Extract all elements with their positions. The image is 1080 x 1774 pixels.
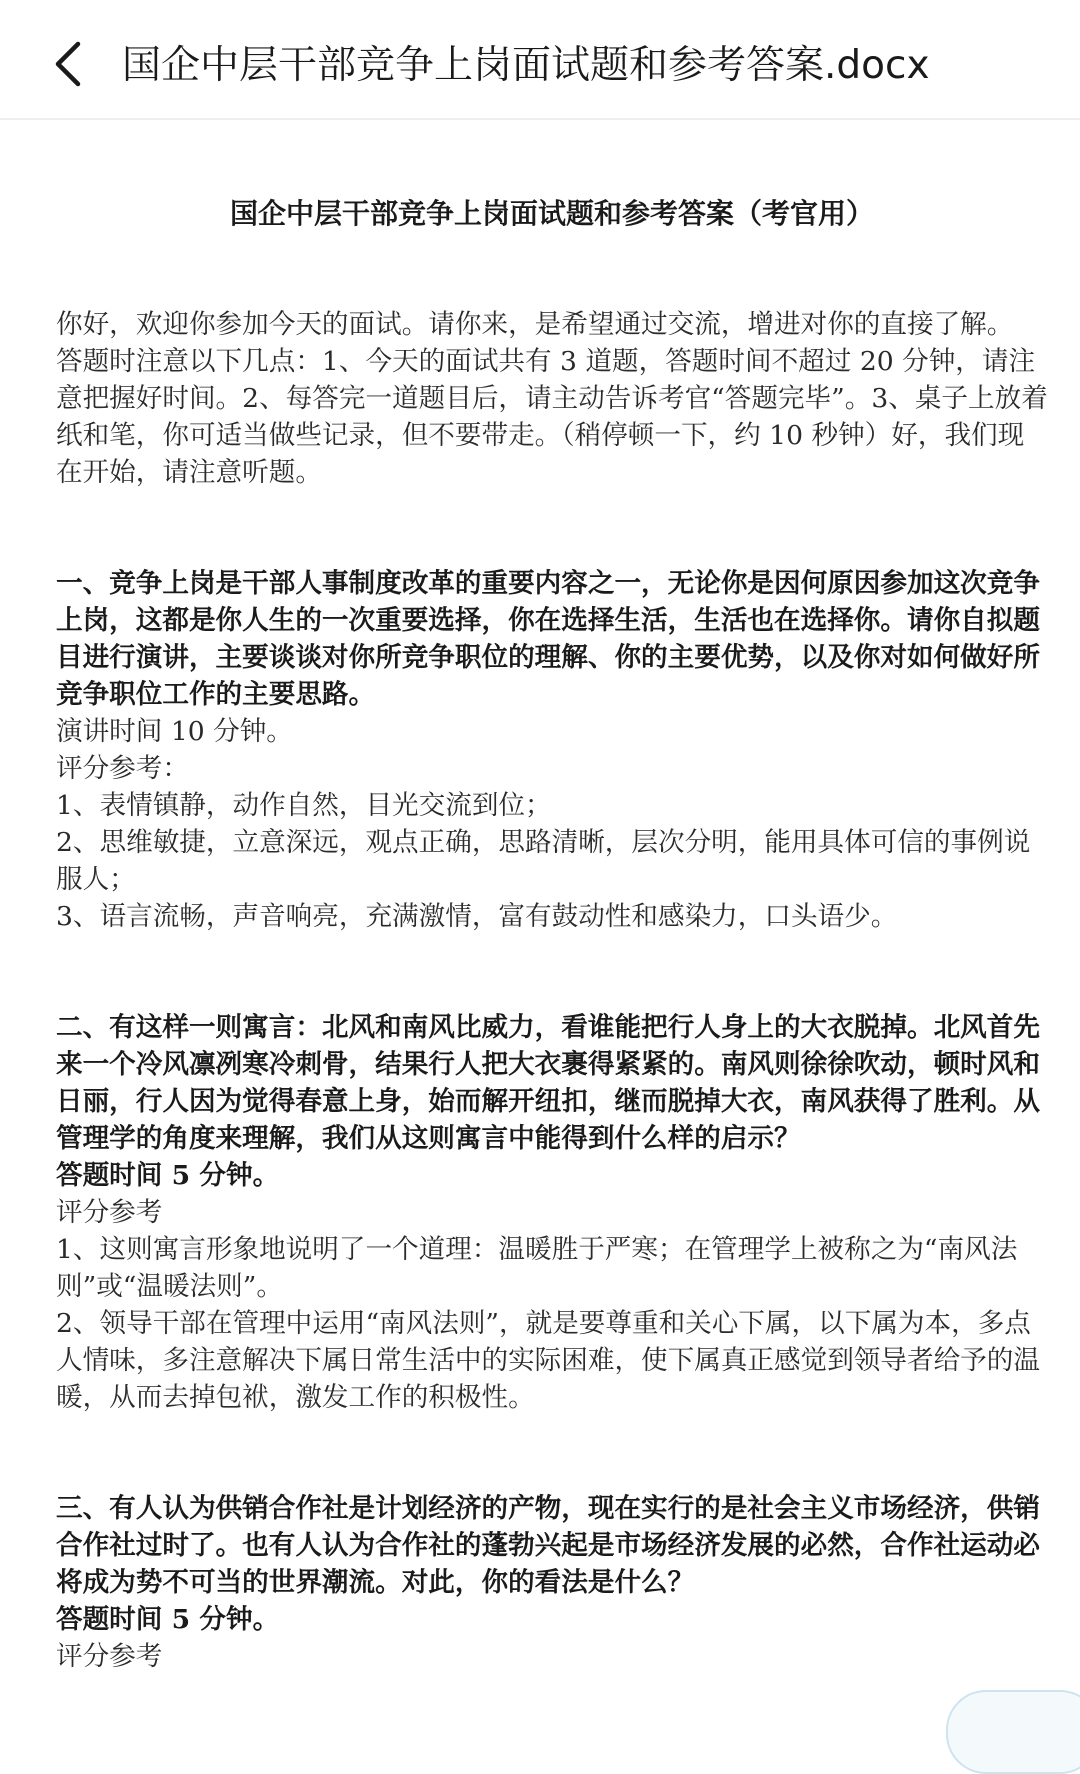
document-title: 国企中层干部竞争上岗面试题和参考答案（考官用） — [229, 197, 874, 230]
question-2-scoring-label: 评分参考 — [56, 1197, 163, 1228]
intro-paragraph: 你好，欢迎你参加今天的面试。请你来，是希望通过交流，增进对你的直接了解。 — [56, 309, 1014, 340]
scoring-point: 2、领导干部在管理中运用“南风法则”，就是要尊重和关心下属，以下属为本，多点人情味，多注意解决下属日常生活中的实际困难，使下属真正感觉到领导者给予的温暖，从而去掉包袱，激发工作的积极性。 — [56, 1308, 1040, 1413]
chevron-left-icon — [44, 36, 100, 92]
question-3-scoring-label: 评分参考 — [56, 1641, 163, 1672]
scoring-point: 1、表情镇静，动作自然，目光交流到位； — [56, 790, 552, 821]
question-1-time: 演讲时间 10 分钟。 — [56, 716, 293, 747]
question-3-time: 答题时间 5 分钟。 — [56, 1604, 280, 1635]
scoring-point: 2、思维敏捷，立意深远，观点正确，思路清晰，层次分明，能用具体可信的事例说服人； — [56, 827, 1031, 895]
question-3: 三、有人认为供销合作社是计划经济的产物，现在实行的是社会主义市场经济，供销合作社过时了。也有人认为合作社的蓬勃兴起是市场经济发展的必然，合作社运动必将成为势不可当的世界潮流。对此，你的看法是什么？ — [56, 1493, 1040, 1598]
top-app-bar — [0, 0, 1080, 120]
document-filename: 国企中层干部竞争上岗面试题和参考答案.docx — [122, 43, 930, 88]
question-2: 二、有这样一则寓言：北风和南风比威力，看谁能把行人身上的大衣脱掉。北风首先来一个冷风凛冽寒冷刺骨，结果行人把大衣裹得紧紧的。南风则徐徐吹动，顿时风和日丽，行人因为觉得春意上身，始而解开纽扣，继而脱掉大衣，南风获得了胜利。从管理学的角度来理解，我们从这则寓言中能得到什么样的启示？ — [56, 1012, 1040, 1154]
floating-scroll-handle[interactable] — [946, 1690, 1080, 1774]
question-1: 一、竞争上岗是干部人事制度改革的重要内容之一，无论你是因何原因参加这次竞争上岗，这都是你人生的一次重要选择，你在选择生活，生活也在选择你。请你自拟题目进行演讲，主要谈谈对你所竞争职位的理解、你的主要优势，以及你对如何做好所竞争职位工作的主要思路。 — [56, 568, 1040, 710]
document-body — [56, 120, 1048, 1675]
back-button[interactable] — [44, 36, 100, 92]
question-2-time: 答题时间 5 分钟。 — [56, 1160, 280, 1191]
question-1-scoring-label: 评分参考： — [56, 753, 189, 784]
intro-instructions: 答题时注意以下几点：1、今天的面试共有 3 道题，答题时间不超过 20 分钟，请注意把握好时间。2、每答完一道题目后，请主动告诉考官“答题完毕”。3、桌子上放着纸和笔，你可适当做些记录，但不要带走。（稍停顿一下，约 10 秒钟）好，我们现在开始，请注意听题。 — [56, 346, 1048, 488]
scoring-point: 3、语言流畅，声音响亮，充满激情，富有鼓动性和感染力，口头语少。 — [56, 901, 898, 932]
scoring-point: 1、这则寓言形象地说明了一个道理：温暖胜于严寒；在管理学上被称之为“南风法则”或“温暖法则”。 — [56, 1234, 1018, 1302]
